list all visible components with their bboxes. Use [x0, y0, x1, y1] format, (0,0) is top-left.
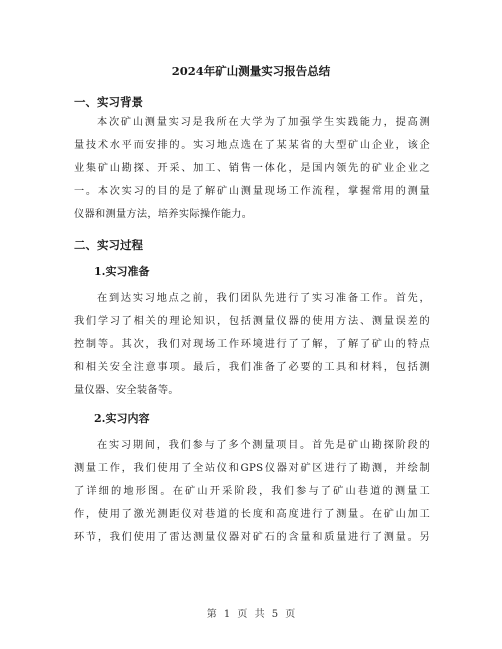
document-title: 2024年矿山测量实习报告总结 [171, 64, 331, 78]
paragraph-line: 业集矿山勘探、开采、加工、销售一体化，是国内领先的矿业企业之 [74, 163, 430, 174]
paragraph-line: 本次矿山测量实习是我所在大学为了加强学生实践能力，提高测 [97, 117, 430, 128]
paragraph-line: 在实习期间，我们参与了多个测量项目。首先是矿山勘探阶段的 [97, 440, 430, 451]
paragraph-line: 和相关安全注意事项。最后，我们准备了必要的工具和材料，包括测 [74, 362, 430, 373]
paragraph-line: 我们学习了相关的理论知识，包括测量仪器的使用方法、测量误差的 [74, 316, 430, 327]
paragraph-line: 一。本次实习的目的是了解矿山测量现场工作流程，掌握常用的测量 [74, 186, 430, 197]
paragraph-line: 量技术水平而安排的。实习地点选在了某某省的大型矿山企业，该企 [74, 140, 430, 151]
section-heading-background: 一、实习背景 [74, 95, 143, 109]
paragraph-line: 仪器和测量方法，培养实际操作能力。 [74, 209, 253, 220]
paragraph-line: 环节，我们使用了雷达测量仪器对矿石的含量和质量进行了测量。另 [74, 532, 430, 543]
subsection-heading-preparation: 1.实习准备 [94, 265, 150, 278]
paragraph-line: 量仪器、安全装备等。 [74, 385, 179, 396]
paragraph-line: 控制等。其次，我们对现场工作环境进行了了解，了解了矿山的特点 [74, 339, 430, 350]
paragraph-line: 测量工作，我们使用了全站仪和GPS仪器对矿区进行了勘测，并绘制 [74, 463, 430, 474]
section-heading-process: 二、实习过程 [74, 238, 143, 252]
page-number-footer: 第 1 页 共 5 页 [206, 609, 296, 620]
paragraph-line: 在到达实习地点之前，我们团队先进行了实习准备工作。首先， [97, 293, 430, 304]
subsection-heading-content: 2.实习内容 [94, 412, 150, 425]
paragraph-line: 作，使用了激光测距仪对巷道的长度和高度进行了测量。在矿山加工 [74, 509, 430, 520]
paragraph-line: 了详细的地形图。在矿山开采阶段，我们参与了矿山巷道的测量工 [74, 486, 430, 497]
